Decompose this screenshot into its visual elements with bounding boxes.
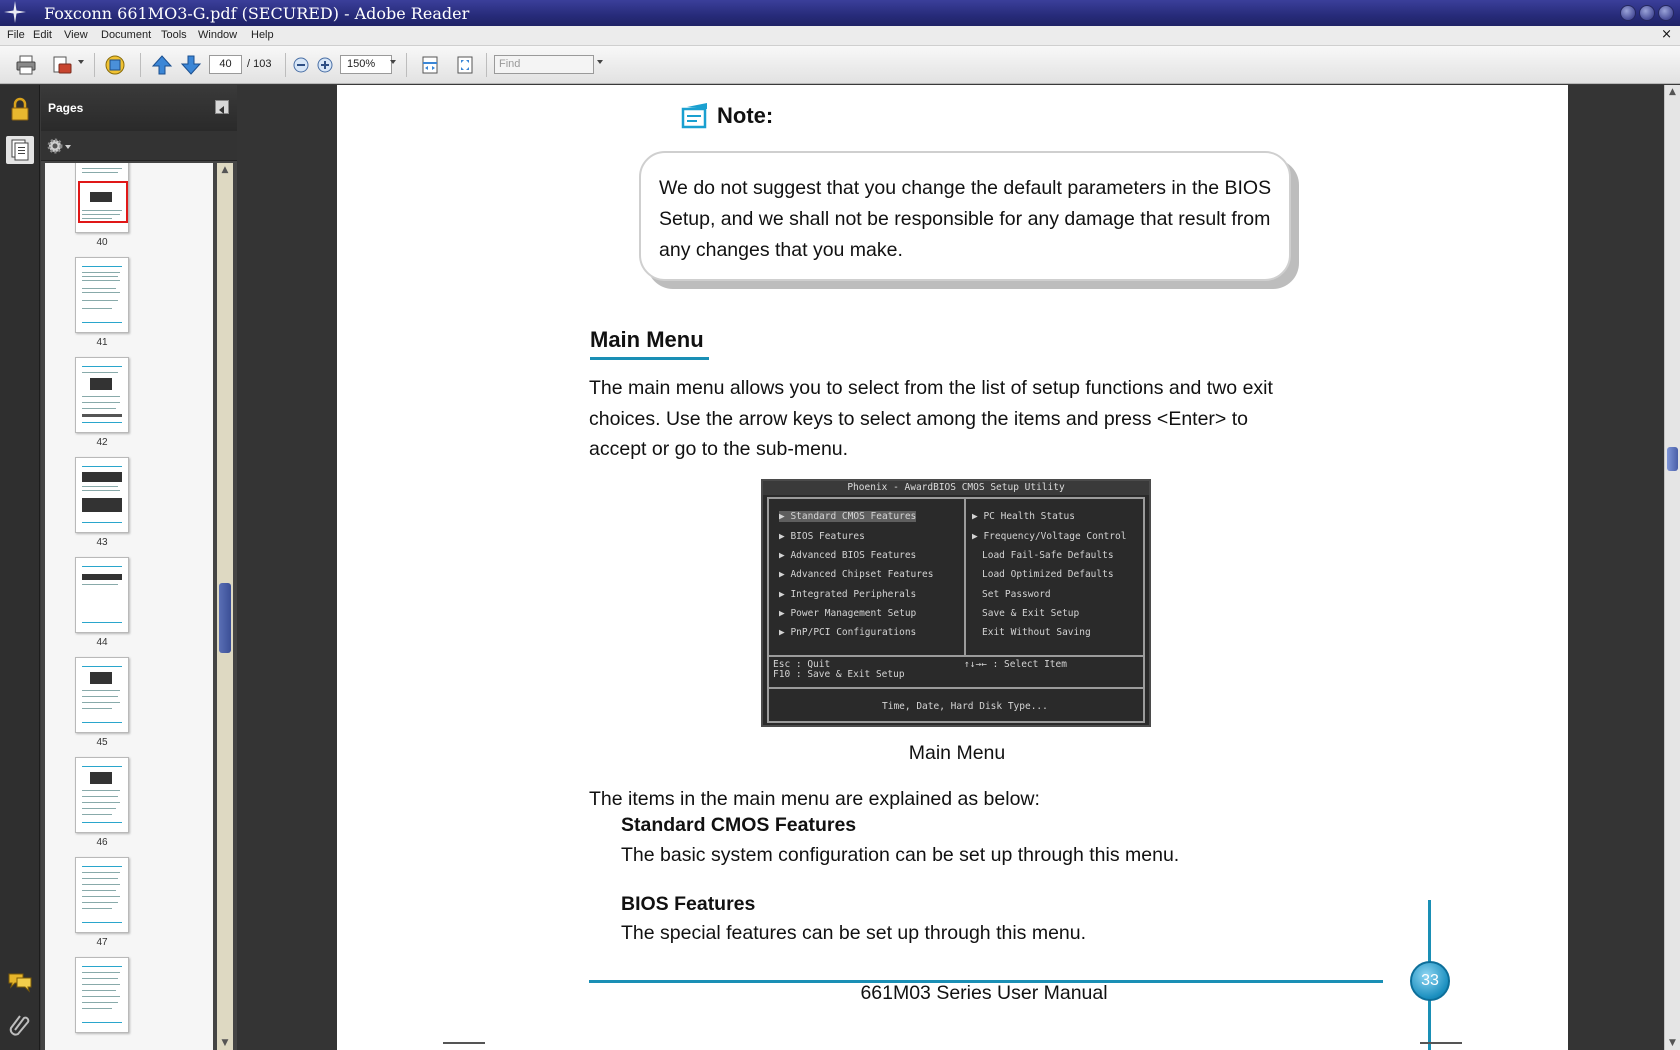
thumbnail-scrollbar[interactable] xyxy=(217,163,233,1050)
thumbnail-label: 47 xyxy=(96,937,108,948)
page-total-label: / 103 xyxy=(247,58,272,70)
menu-help[interactable]: Help xyxy=(251,29,274,41)
thumbnail-label: 42 xyxy=(96,437,108,448)
menu-tools[interactable]: Tools xyxy=(161,29,187,41)
bios-status-text: Time, Date, Hard Disk Type... xyxy=(882,701,1048,712)
menu-view[interactable]: View xyxy=(64,29,88,41)
items-intro: The items in the main menu are explained as below: xyxy=(589,788,1040,810)
bios-header: Phoenix - AwardBIOS CMOS Setup Utility xyxy=(763,481,1149,495)
bios-frame xyxy=(767,497,1145,723)
page-thumbnail[interactable] xyxy=(75,357,129,433)
scroll-down-icon[interactable]: ▼ xyxy=(221,1038,229,1048)
menu-edit[interactable]: Edit xyxy=(33,29,52,41)
bios-menu-item: Load Fail-Safe Defaults xyxy=(982,550,1114,561)
toolbar-separator xyxy=(285,53,286,77)
menu-bar xyxy=(0,26,1680,46)
zoom-dropdown-icon[interactable] xyxy=(390,60,396,64)
page-number-badge: 33 xyxy=(1410,961,1450,1001)
zoom-level-select[interactable]: 150% xyxy=(340,55,392,74)
bios-menu-item: Set Password xyxy=(982,589,1051,600)
bios-menu-item: ▶ PnP/PCI Configurations xyxy=(779,627,917,638)
heading-underline xyxy=(590,357,709,360)
gear-icon[interactable] xyxy=(46,137,72,155)
bios-menu-item: ▶ BIOS Features xyxy=(779,531,865,542)
thumbnail-label: 41 xyxy=(96,337,108,348)
scroll-up-icon[interactable]: ▲ xyxy=(1669,87,1676,97)
page-thumbnail[interactable] xyxy=(75,257,129,333)
bios-menu-item: Load Optimized Defaults xyxy=(982,569,1114,580)
toolbar-separator xyxy=(406,53,407,77)
page-thumbnail[interactable] xyxy=(75,757,129,833)
fit-page-icon[interactable] xyxy=(454,54,476,76)
toolbar-separator xyxy=(140,53,141,77)
note-icon xyxy=(681,103,709,129)
page-thumbnail[interactable] xyxy=(75,857,129,933)
bios-divider xyxy=(769,687,1143,689)
thumbnail-label: 46 xyxy=(96,837,108,848)
save-print-dropdown[interactable] xyxy=(78,60,84,64)
bios-menu-item: ▶ Frequency/Voltage Control xyxy=(972,531,1127,542)
pages-panel-title: Pages xyxy=(48,101,84,115)
bios-screenshot xyxy=(761,479,1151,727)
bios-menu-item: Exit Without Saving xyxy=(982,627,1091,638)
page-thumbnail[interactable] xyxy=(75,457,129,533)
collapse-panel-button[interactable] xyxy=(215,100,229,114)
note-title: Note: xyxy=(717,103,774,128)
pages-panel-header xyxy=(41,85,237,131)
print-icon[interactable] xyxy=(15,54,37,76)
thumbnail-list xyxy=(45,163,213,1050)
zoom-out-icon[interactable] xyxy=(290,54,312,76)
note-box xyxy=(639,151,1291,281)
bios-menu-item: ▶ Power Management Setup xyxy=(779,608,917,619)
bios-menu-item: ▶ Standard CMOS Features xyxy=(779,511,917,522)
create-pdf-icon[interactable] xyxy=(104,54,126,76)
page-thumbnail[interactable] xyxy=(75,163,129,233)
title-bar xyxy=(0,0,1680,26)
bios-menu-item: ▶ Advanced Chipset Features xyxy=(779,569,934,580)
bios-menu-item: Save & Exit Setup xyxy=(982,608,1080,619)
scrollbar-thumb[interactable] xyxy=(219,583,231,653)
menu-file[interactable]: File xyxy=(7,29,25,41)
lock-icon[interactable] xyxy=(6,95,34,123)
page-thumbnail[interactable] xyxy=(75,657,129,733)
toolbar xyxy=(0,46,1680,84)
bios-menu-item: ▶ Integrated Peripherals xyxy=(779,589,917,600)
zoom-in-icon[interactable] xyxy=(314,54,336,76)
bios-menu-item: ▶ Advanced BIOS Features xyxy=(779,550,917,561)
previous-page-icon[interactable] xyxy=(151,54,173,76)
bios-divider xyxy=(769,655,1143,657)
bios-help-text: Esc : Quit xyxy=(773,659,831,670)
menu-window[interactable]: Window xyxy=(198,29,238,41)
page-thumbnail[interactable] xyxy=(75,557,129,633)
bios-help-text: ↑↓→← : Select Item xyxy=(964,659,1067,670)
scrollbar-thumb[interactable] xyxy=(1667,447,1678,471)
pages-panel xyxy=(41,85,237,1050)
thumbnail-label: 43 xyxy=(96,537,108,548)
maximize-button[interactable] xyxy=(1639,5,1655,21)
toolbar-separator xyxy=(94,53,95,77)
find-input[interactable]: Find xyxy=(494,55,594,74)
window-controls xyxy=(1620,5,1674,21)
chevron-left-icon xyxy=(216,104,228,116)
item-description: The special features can be set up through this menu. xyxy=(621,922,1087,944)
figure-caption: Main Menu xyxy=(908,742,1006,764)
navigation-strip xyxy=(0,85,40,1050)
scroll-up-icon[interactable]: ▲ xyxy=(221,165,229,175)
pages-options-bar xyxy=(41,131,237,161)
close-document-button[interactable]: × xyxy=(1661,27,1672,42)
item-title: Standard CMOS Features xyxy=(621,814,857,836)
pdf-page xyxy=(337,85,1568,1050)
item-description: The basic system configuration can be set up through this menu. xyxy=(621,844,1180,866)
thumbnail-label: 45 xyxy=(96,737,108,748)
document-scrollbar[interactable] xyxy=(1664,85,1680,1050)
bios-divider xyxy=(964,499,966,655)
close-window-button[interactable] xyxy=(1658,5,1674,21)
note-text: We do not suggest that you change the default parameters in the BIOS Setup, and we shall not be responsible for any damage that result from any changes that you make. xyxy=(659,177,1272,261)
intro-paragraph: The main menu allows you to select from the list of setup functions and two exit choices. Use the arrow keys to select among the items and press <Enter> to accept or go to the sub-menu. xyxy=(589,377,1273,460)
scroll-down-icon[interactable]: ▼ xyxy=(1669,1038,1676,1048)
find-dropdown-icon[interactable] xyxy=(597,60,603,64)
bios-help-text: F10 : Save & Exit Setup xyxy=(773,669,905,680)
document-viewer xyxy=(237,85,1664,1050)
page-thumbnail[interactable] xyxy=(75,957,129,1033)
save-print-icon[interactable] xyxy=(51,54,73,76)
item-title: BIOS Features xyxy=(621,893,756,915)
crop-mark xyxy=(443,1042,485,1044)
fit-width-icon[interactable] xyxy=(419,54,441,76)
thumbnail-label: 40 xyxy=(96,237,108,248)
crop-mark xyxy=(1420,1042,1462,1044)
next-page-icon[interactable] xyxy=(180,54,202,76)
bios-menu-item: ▶ PC Health Status xyxy=(972,511,1075,522)
page-number-input[interactable]: 40 xyxy=(209,55,242,74)
comments-icon[interactable] xyxy=(6,968,34,996)
app-star-icon xyxy=(4,1,26,23)
toolbar-separator xyxy=(486,53,487,77)
pages-icon[interactable] xyxy=(6,136,34,164)
menu-document[interactable]: Document xyxy=(101,29,152,41)
footer-text: 661M03 Series User Manual xyxy=(860,982,1108,1004)
minimize-button[interactable] xyxy=(1620,5,1636,21)
window-title: Foxconn 661MO3-G.pdf (SECURED) - Adobe Reader xyxy=(44,4,470,23)
thumbnail-label: 44 xyxy=(96,637,108,648)
section-heading: Main Menu xyxy=(590,327,704,352)
thumbnail-selection-box xyxy=(78,181,128,223)
attachments-icon[interactable] xyxy=(6,1010,34,1038)
